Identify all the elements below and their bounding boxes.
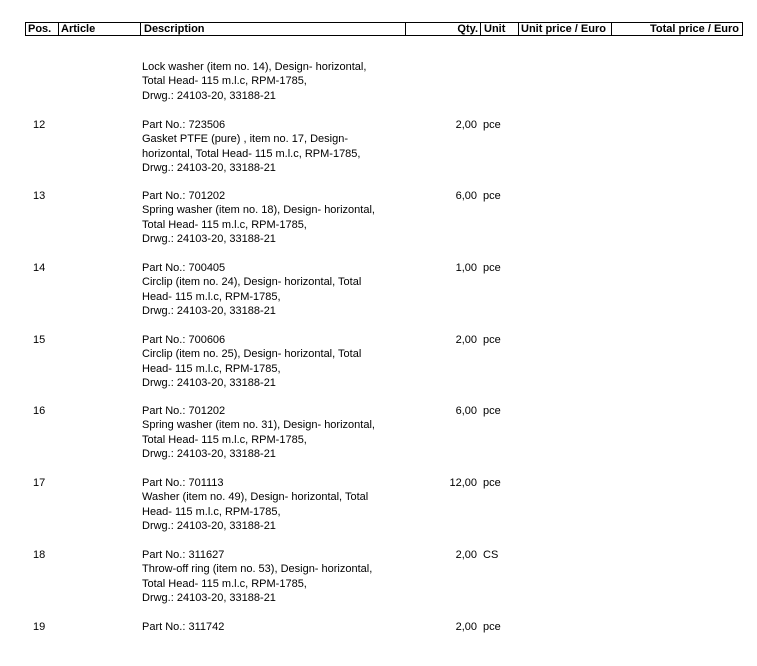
description-line: Total Head- 115 m.l.c, RPM-1785, xyxy=(142,218,307,231)
item-description xyxy=(142,333,361,390)
item-qty: 6,00 xyxy=(455,190,477,202)
item-description xyxy=(142,548,372,605)
description-line: Drwg.: 24103-20, 33188-21 xyxy=(142,376,276,389)
description-line: Part No.: 723506 xyxy=(142,119,226,131)
item-pos: 16 xyxy=(33,405,46,417)
item-pos: 19 xyxy=(33,621,46,633)
item-pos: 17 xyxy=(33,477,46,489)
header-description: Description xyxy=(144,23,205,35)
header-divider xyxy=(611,23,612,35)
item-description xyxy=(142,620,224,634)
item-description xyxy=(142,60,366,103)
item-unit: pce xyxy=(483,477,501,489)
header-unit-price: Unit price / Euro xyxy=(521,23,606,35)
description-line: Washer (item no. 49), Design- horizontal, Total xyxy=(142,491,369,504)
item-qty: 2,00 xyxy=(455,549,477,561)
item-unit: pce xyxy=(483,119,501,131)
item-description xyxy=(142,189,375,246)
description-line: Circlip (item no. 25), Design- horizontal, Total xyxy=(142,348,362,361)
description-line: Part No.: 700606 xyxy=(142,334,226,346)
item-pos: 13 xyxy=(33,190,46,202)
header-divider xyxy=(140,23,141,35)
header-divider xyxy=(480,23,481,35)
header-pos: Pos. xyxy=(28,23,52,35)
description-line: Drwg.: 24103-20, 33188-21 xyxy=(142,89,276,102)
header-unit: Unit xyxy=(484,23,506,35)
description-line: Part No.: 701202 xyxy=(142,190,226,202)
item-pos: 12 xyxy=(33,119,46,131)
description-line: Head- 115 m.l.c, RPM-1785, xyxy=(142,362,281,375)
header-article: Article xyxy=(61,23,96,35)
item-description xyxy=(142,476,368,533)
item-qty: 2,00 xyxy=(455,334,477,346)
item-unit: pce xyxy=(483,190,501,202)
item-qty: 6,00 xyxy=(455,405,477,417)
description-line: Drwg.: 24103-20, 33188-21 xyxy=(142,447,276,460)
header-qty: Qty. xyxy=(457,23,478,35)
item-description xyxy=(142,404,375,461)
table-header xyxy=(25,22,743,36)
description-line: Part No.: 311627 xyxy=(142,549,225,561)
header-divider xyxy=(518,23,519,35)
description-line: Drwg.: 24103-20, 33188-21 xyxy=(142,161,276,174)
description-line: Spring washer (item no. 31), Design- horizontal, xyxy=(142,419,375,432)
header-divider xyxy=(58,23,59,35)
description-line: Drwg.: 24103-20, 33188-21 xyxy=(142,519,276,532)
description-line: horizontal, Total Head- 115 m.l.c, RPM-1785, xyxy=(142,147,361,160)
description-line: Circlip (item no. 24), Design- horizontal, Total xyxy=(142,276,362,289)
description-line: Lock washer (item no. 14), Design- horizontal, xyxy=(142,61,367,73)
description-line: Total Head- 115 m.l.c, RPM-1785, xyxy=(142,433,307,446)
item-pos: 15 xyxy=(33,334,46,346)
description-line: Part No.: 700405 xyxy=(142,262,226,274)
header-total-price: Total price / Euro xyxy=(649,23,739,35)
item-unit: pce xyxy=(483,405,501,417)
description-line: Part No.: 701113 xyxy=(142,477,224,489)
description-line: Head- 115 m.l.c, RPM-1785, xyxy=(142,505,281,518)
item-pos: 14 xyxy=(33,262,46,274)
description-line: Drwg.: 24103-20, 33188-21 xyxy=(142,304,276,317)
description-line: Part No.: 311742 xyxy=(142,621,225,633)
description-line: Part No.: 701202 xyxy=(142,405,226,417)
item-unit: pce xyxy=(483,621,501,633)
item-qty: 2,00 xyxy=(455,621,477,633)
description-line: Spring washer (item no. 18), Design- horizontal, xyxy=(142,204,375,217)
item-unit: pce xyxy=(483,262,501,274)
description-line: Throw-off ring (item no. 53), Design- horizontal, xyxy=(142,563,373,576)
description-line: Drwg.: 24103-20, 33188-21 xyxy=(142,591,276,604)
item-unit: pce xyxy=(483,334,501,346)
item-qty: 1,00 xyxy=(455,262,477,274)
item-qty: 12,00 xyxy=(449,477,477,489)
description-line: Total Head- 115 m.l.c, RPM-1785, xyxy=(142,577,307,590)
item-description xyxy=(142,118,360,175)
description-line: Head- 115 m.l.c, RPM-1785, xyxy=(142,290,281,303)
description-line: Total Head- 115 m.l.c, RPM-1785, xyxy=(142,75,307,88)
item-unit: CS xyxy=(483,549,499,561)
item-pos: 18 xyxy=(33,549,46,561)
description-line: Gasket PTFE (pure) , item no. 17, Design- xyxy=(142,133,349,146)
item-description xyxy=(142,261,361,318)
item-qty: 2,00 xyxy=(455,119,477,131)
description-line: Drwg.: 24103-20, 33188-21 xyxy=(142,232,276,245)
